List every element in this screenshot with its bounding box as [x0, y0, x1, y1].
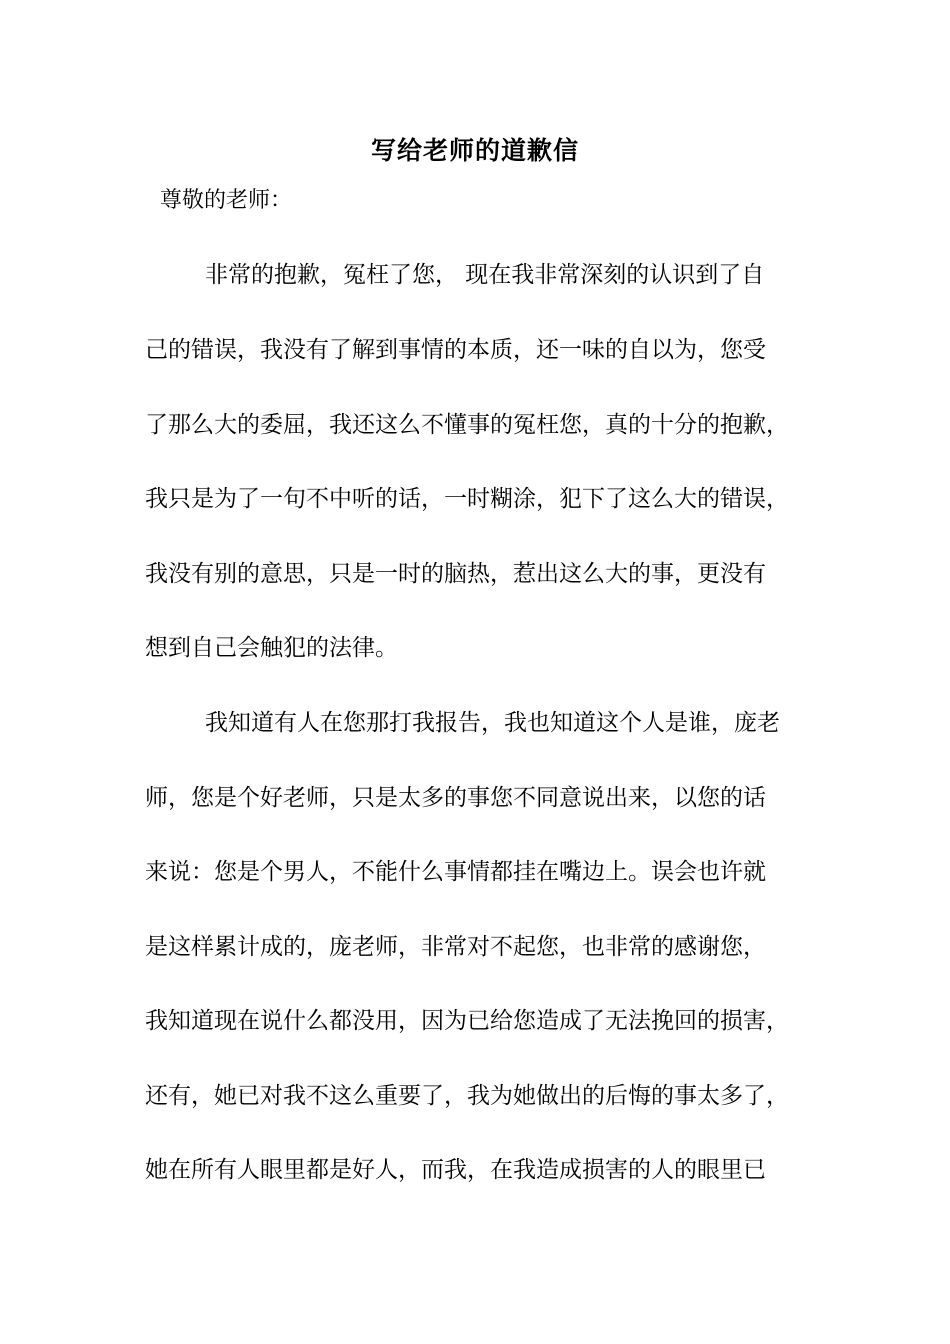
- body-line-8: 师，您是个好老师，只是太多的事您不同意说出来，以您的话: [145, 785, 766, 811]
- salutation: 尊敬的老师：: [160, 188, 293, 213]
- body-line-6: 想到自己会触犯的法律。: [145, 635, 398, 661]
- body-line-3: 了那么大的委屈，我还这么不懂事的冤枉您，真的十分的抱歉，: [145, 412, 789, 438]
- body-line-12: 还有，她已对我不这么重要了，我为她做出的后悔的事太多了，: [145, 1083, 789, 1109]
- body-line-11: 我知道现在说什么都没用，因为已给您造成了无法挽回的损害，: [145, 1008, 789, 1034]
- body-line-10: 是这样累计成的，庞老师，非常对不起您，也非常的感谢您，: [145, 934, 766, 960]
- body-line-7: 我知道有人在您那打我报告，我也知道这个人是谁，庞老: [205, 710, 780, 736]
- body-line-1: 非常的抱歉，冤枉了您， 现在我非常深刻的认识到了自: [205, 262, 765, 288]
- document-title: 写给老师的道歉信: [370, 136, 579, 165]
- body-line-13: 她在所有人眼里都是好人，而我，在我造成损害的人的眼里已: [145, 1157, 766, 1183]
- body-line-2: 己的错误，我没有了解到事情的本质，还一味的自以为，您受: [145, 337, 766, 363]
- body-line-5: 我没有别的意思，只是一时的脑热，惹出这么大的事，更没有: [145, 561, 766, 587]
- body-line-9: 来说：您是个男人，不能什么事情都挂在嘴边上。误会也许就: [145, 859, 766, 885]
- body-line-4: 我只是为了一句不中听的话，一时糊涂，犯下了这么大的错误，: [145, 486, 789, 512]
